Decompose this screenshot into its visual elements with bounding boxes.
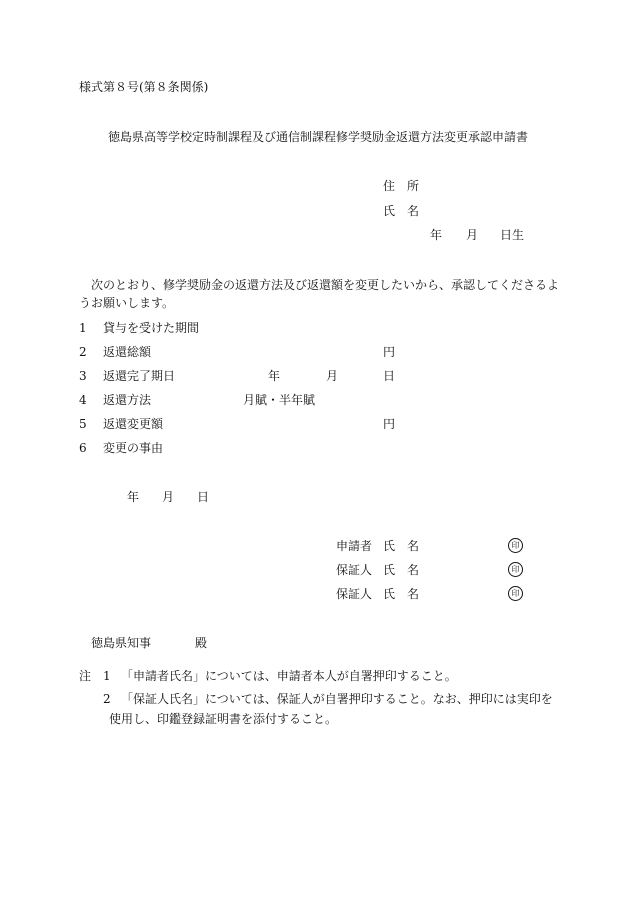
birth-year-label: 年	[430, 228, 443, 242]
note-text-continued: 使用し、印鑑登録証明書を添付すること。	[109, 712, 338, 726]
item-number: 2	[79, 345, 87, 359]
date-month-label: 月	[162, 490, 175, 504]
yen-unit: 円	[383, 345, 396, 359]
signer-role-applicant: 申請者	[336, 539, 373, 553]
completion-day-label: 日	[383, 369, 396, 383]
note-number: 1	[103, 669, 111, 683]
signer-name-label: 氏 名	[383, 563, 420, 577]
item-label-loan-period: 貸与を受けた期間	[103, 321, 200, 335]
address-label: 住 所	[383, 179, 420, 193]
form-title: 徳島県高等学校定時制課程及び通信制課程修学奨励金返還方法変更承認申請書	[108, 130, 529, 144]
seal-mark: 印	[508, 562, 523, 577]
signer-role-guarantor: 保証人	[336, 563, 373, 577]
item-number: 4	[79, 393, 87, 407]
repayment-method-options: 月賦・半年賦	[243, 393, 316, 407]
completion-month-label: 月	[326, 369, 339, 383]
date-day-label: 日	[197, 490, 210, 504]
signer-name-label: 氏 名	[383, 587, 420, 601]
yen-unit: 円	[383, 417, 396, 431]
item-label-completion-date: 返還完了期日	[103, 369, 176, 383]
note-text: 「保証人氏名」については、保証人が自署押印すること。なお、押印には実印を	[121, 692, 553, 706]
item-number: 6	[79, 441, 87, 455]
addressee: 徳島県知事	[91, 636, 152, 650]
completion-year-label: 年	[268, 369, 281, 383]
intro-line-2: うお願いします。	[79, 296, 175, 310]
birth-day-label: 日生	[500, 228, 525, 242]
intro-line-1: 次のとおり、修学奨励金の返還方法及び返還額を変更したいから、承認してくださるよ	[91, 278, 560, 292]
form-number: 様式第８号(第８条関係)	[79, 80, 209, 94]
signer-role-guarantor: 保証人	[336, 587, 373, 601]
note-number: 2	[103, 692, 111, 706]
item-number: 5	[79, 417, 87, 431]
notes-label: 注	[79, 669, 92, 683]
note-text: 「申請者氏名」については、申請者本人が自署押印すること。	[121, 669, 457, 683]
item-label-total-repayment: 返還総額	[103, 345, 152, 359]
seal-mark: 印	[508, 586, 523, 601]
item-label-changed-amount: 返還変更額	[103, 417, 164, 431]
seal-mark: 印	[508, 538, 523, 553]
item-label-repayment-method: 返還方法	[103, 393, 152, 407]
honorific: 殿	[195, 636, 208, 650]
signer-name-label: 氏 名	[383, 539, 420, 553]
name-label: 氏 名	[383, 204, 420, 218]
birth-month-label: 月	[466, 228, 479, 242]
item-number: 1	[79, 321, 87, 335]
item-label-reason: 変更の事由	[103, 441, 164, 455]
item-number: 3	[79, 369, 87, 383]
date-year-label: 年	[127, 490, 140, 504]
